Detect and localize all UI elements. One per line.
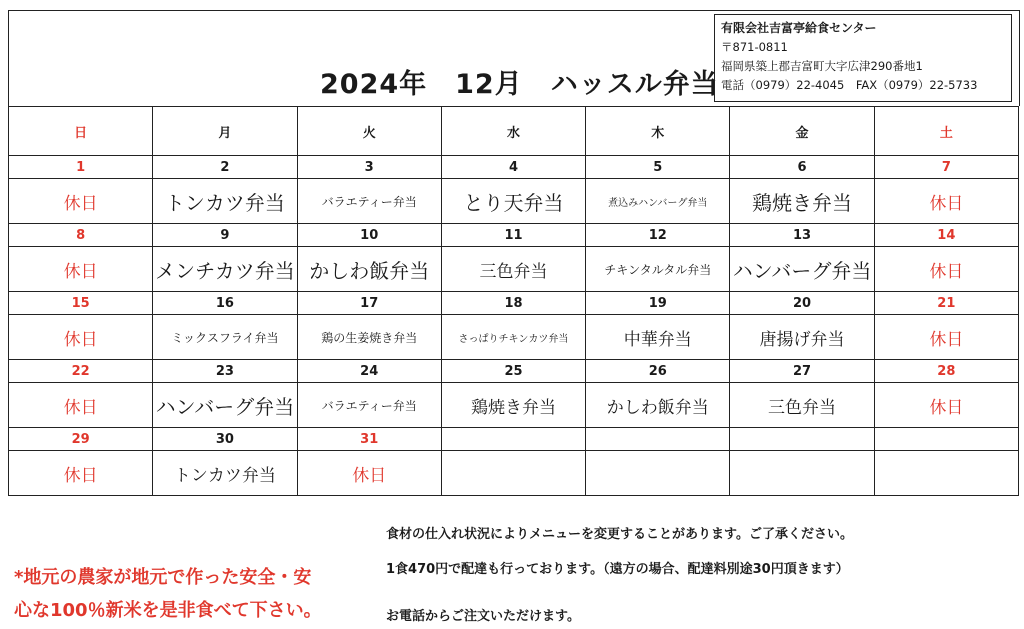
date-cell: 9 xyxy=(153,224,297,247)
holiday-cell: 休日 xyxy=(9,247,153,292)
date-cell: 29 xyxy=(9,428,153,451)
date-cell: 10 xyxy=(297,224,441,247)
holiday-cell: 休日 xyxy=(874,383,1018,428)
date-cell: 17 xyxy=(297,292,441,315)
date-cell: 12 xyxy=(586,224,730,247)
menu-cell: 三色弁当 xyxy=(730,383,874,428)
menu-row xyxy=(9,247,1019,292)
date-cell: 3 xyxy=(297,156,441,179)
company-name: 有限会社吉富亭給食センター xyxy=(721,21,877,35)
date-cell: 28 xyxy=(874,360,1018,383)
holiday-cell: 休日 xyxy=(874,247,1018,292)
date-cell: 2 xyxy=(153,156,297,179)
menu-cell xyxy=(441,451,585,496)
menu-cell: 鶏焼き弁当 xyxy=(441,383,585,428)
menu-row xyxy=(9,383,1019,428)
delivery-note: 1食470円で配達も行っております。（遠方の場合、配達料別途30円頂きます） xyxy=(386,562,849,577)
weekday-wed: 水 xyxy=(441,107,585,156)
date-cell: 18 xyxy=(441,292,585,315)
holiday-cell: 休日 xyxy=(9,179,153,224)
menu-cell: ミックスフライ弁当 xyxy=(153,315,297,360)
holiday-cell: 休日 xyxy=(9,451,153,496)
date-row xyxy=(9,428,1019,451)
date-cell: 22 xyxy=(9,360,153,383)
menu-cell: 鶏の生姜焼き弁当 xyxy=(297,315,441,360)
date-cell: 11 xyxy=(441,224,585,247)
menu-cell xyxy=(730,451,874,496)
menu-cell: 鶏焼き弁当 xyxy=(730,179,874,224)
date-cell: 19 xyxy=(586,292,730,315)
date-cell: 15 xyxy=(9,292,153,315)
weekday-fri: 金 xyxy=(730,107,874,156)
menu-cell: ハンバーグ弁当 xyxy=(153,383,297,428)
menu-cell xyxy=(874,451,1018,496)
menu-row xyxy=(9,315,1019,360)
menu-cell: ハンバーグ弁当 xyxy=(730,247,874,292)
date-cell: 16 xyxy=(153,292,297,315)
date-cell: 26 xyxy=(586,360,730,383)
menu-cell: メンチカツ弁当 xyxy=(153,247,297,292)
order-note: お電話からご注文いただけます。 xyxy=(386,609,580,624)
date-cell xyxy=(730,428,874,451)
date-cell xyxy=(586,428,730,451)
menu-row xyxy=(9,179,1019,224)
menu-cell: とり天弁当 xyxy=(441,179,585,224)
menu-change-note: 食材の仕入れ状況によりメニューを変更することがあります。ご了承ください。 xyxy=(386,527,853,542)
company-info-box xyxy=(714,14,1012,102)
date-cell: 20 xyxy=(730,292,874,315)
menu-cell: かしわ飯弁当 xyxy=(586,383,730,428)
weekday-sat: 土 xyxy=(874,107,1018,156)
date-cell: 21 xyxy=(874,292,1018,315)
holiday-cell: 休日 xyxy=(874,179,1018,224)
menu-cell: 唐揚げ弁当 xyxy=(730,315,874,360)
menu-row xyxy=(9,451,1019,496)
date-row xyxy=(9,360,1019,383)
holiday-cell: 休日 xyxy=(9,383,153,428)
menu-cell: 中華弁当 xyxy=(586,315,730,360)
weekday-sun: 日 xyxy=(9,107,153,156)
date-cell: 24 xyxy=(297,360,441,383)
date-cell: 25 xyxy=(441,360,585,383)
menu-cell: チキンタルタル弁当 xyxy=(586,247,730,292)
date-cell xyxy=(441,428,585,451)
holiday-cell: 休日 xyxy=(297,451,441,496)
page-title: 2024年 12月 ハッスル弁当 xyxy=(320,69,719,100)
date-cell: 30 xyxy=(153,428,297,451)
date-cell: 6 xyxy=(730,156,874,179)
weekday-mon: 月 xyxy=(153,107,297,156)
menu-cell: かしわ飯弁当 xyxy=(297,247,441,292)
menu-cell: バラエティー弁当 xyxy=(297,383,441,428)
date-row xyxy=(9,156,1019,179)
weekday-header-row xyxy=(9,107,1019,156)
date-cell: 31 xyxy=(297,428,441,451)
weekday-tue: 火 xyxy=(297,107,441,156)
holiday-cell: 休日 xyxy=(9,315,153,360)
holiday-cell: 休日 xyxy=(874,315,1018,360)
company-address: 福岡県築上郡吉富町大字広津290番地1 xyxy=(721,59,923,73)
rice-note-line2: 心な100％新米を是非食べて下さい。 xyxy=(14,600,322,621)
date-row xyxy=(9,224,1019,247)
date-cell xyxy=(874,428,1018,451)
menu-cell: トンカツ弁当 xyxy=(153,179,297,224)
date-cell: 5 xyxy=(586,156,730,179)
rice-note-line1: *地元の農家が地元で作った安全・安 xyxy=(14,567,312,588)
menu-cell: 三色弁当 xyxy=(441,247,585,292)
date-cell: 14 xyxy=(874,224,1018,247)
date-cell: 7 xyxy=(874,156,1018,179)
menu-cell: トンカツ弁当 xyxy=(153,451,297,496)
menu-cell: さっぱりチキンカツ弁当 xyxy=(441,315,585,360)
menu-cell xyxy=(586,451,730,496)
weekday-thu: 木 xyxy=(586,107,730,156)
menu-cell: 煮込みハンバーグ弁当 xyxy=(586,179,730,224)
date-cell: 1 xyxy=(9,156,153,179)
date-cell: 13 xyxy=(730,224,874,247)
date-cell: 27 xyxy=(730,360,874,383)
date-row xyxy=(9,292,1019,315)
menu-calendar xyxy=(8,106,1019,496)
company-phone-fax: 電話（0979）22-4045 FAX（0979）22-5733 xyxy=(721,78,978,92)
company-postal: 〒871-0811 xyxy=(721,40,788,54)
date-cell: 23 xyxy=(153,360,297,383)
menu-cell: バラエティー弁当 xyxy=(297,179,441,224)
date-cell: 8 xyxy=(9,224,153,247)
date-cell: 4 xyxy=(441,156,585,179)
